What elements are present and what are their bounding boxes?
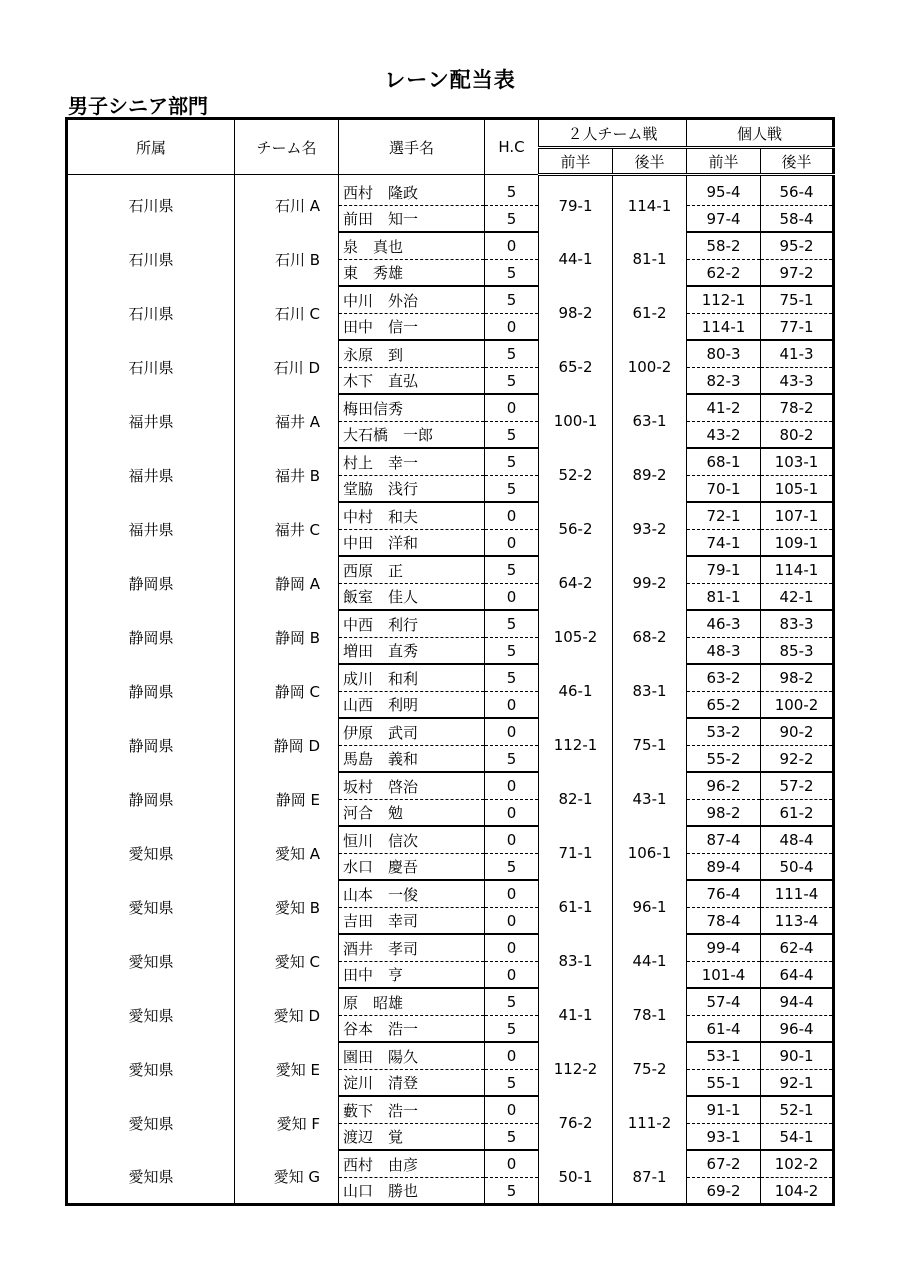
table-row xyxy=(67,1096,834,1124)
player-name-cell: 伊原 武司 xyxy=(339,718,485,746)
team-first-half-cell: 71-1 xyxy=(539,826,613,880)
player-name-cell: 田中 信一 xyxy=(339,314,485,341)
affiliation-cell: 福井県 xyxy=(67,502,235,556)
header-team-match: ２人チーム戦 xyxy=(539,119,687,148)
team-first-half-cell: 82-1 xyxy=(539,772,613,826)
team-second-half-cell: 106-1 xyxy=(613,826,687,880)
individual-first-half-cell: 55-1 xyxy=(687,1070,761,1097)
hc-cell: 0 xyxy=(485,502,539,530)
individual-first-half-cell: 91-1 xyxy=(687,1096,761,1124)
hc-cell: 0 xyxy=(485,1150,539,1178)
affiliation-cell: 愛知県 xyxy=(67,988,235,1042)
section-title: 男子シニア部門 xyxy=(68,94,208,118)
player-name-cell: 西村 由彦 xyxy=(339,1150,485,1178)
individual-second-half-cell: 83-3 xyxy=(761,610,834,638)
individual-second-half-cell: 50-4 xyxy=(761,854,834,881)
individual-second-half-cell: 113-4 xyxy=(761,908,834,935)
hc-cell: 0 xyxy=(485,934,539,962)
table-row xyxy=(67,880,834,908)
team-second-half-cell: 81-1 xyxy=(613,232,687,286)
player-name-cell: 村上 幸一 xyxy=(339,448,485,476)
team-second-half-cell: 75-2 xyxy=(613,1042,687,1096)
team-name-cell: 静岡 C xyxy=(235,664,339,718)
affiliation-cell: 福井県 xyxy=(67,394,235,448)
hc-cell: 5 xyxy=(485,664,539,692)
affiliation-cell: 愛知県 xyxy=(67,1096,235,1150)
player-name-cell: 永原 到 xyxy=(339,340,485,368)
hc-cell: 5 xyxy=(485,746,539,773)
individual-second-half-cell: 77-1 xyxy=(761,314,834,341)
individual-first-half-cell: 65-2 xyxy=(687,692,761,719)
hc-cell: 5 xyxy=(485,260,539,287)
hc-cell: 5 xyxy=(485,610,539,638)
hc-cell: 5 xyxy=(485,448,539,476)
individual-first-half-cell: 74-1 xyxy=(687,530,761,557)
header-hc: H.C xyxy=(485,119,539,175)
individual-second-half-cell: 75-1 xyxy=(761,286,834,314)
team-first-half-cell: 46-1 xyxy=(539,664,613,718)
team-second-half-cell: 100-2 xyxy=(613,340,687,394)
individual-first-half-cell: 101-4 xyxy=(687,962,761,989)
hc-cell: 5 xyxy=(485,206,539,233)
affiliation-cell: 石川県 xyxy=(67,340,235,394)
player-name-cell: 谷本 浩一 xyxy=(339,1016,485,1043)
team-first-half-cell: 76-2 xyxy=(539,1096,613,1150)
individual-first-half-cell: 43-2 xyxy=(687,422,761,449)
individual-second-half-cell: 58-4 xyxy=(761,206,834,233)
individual-second-half-cell: 95-2 xyxy=(761,232,834,260)
affiliation-cell: 石川県 xyxy=(67,286,235,340)
individual-second-half-cell: 62-4 xyxy=(761,934,834,962)
individual-first-half-cell: 55-2 xyxy=(687,746,761,773)
individual-second-half-cell: 98-2 xyxy=(761,664,834,692)
table-row xyxy=(67,286,834,314)
team-name-cell: 愛知 C xyxy=(235,934,339,988)
team-name-cell: 石川 B xyxy=(235,232,339,286)
team-name-cell: 福井 B xyxy=(235,448,339,502)
player-name-cell: 水口 慶吾 xyxy=(339,854,485,881)
player-name-cell: 原 昭雄 xyxy=(339,988,485,1016)
individual-first-half-cell: 58-2 xyxy=(687,232,761,260)
player-name-cell: 中田 洋和 xyxy=(339,530,485,557)
individual-second-half-cell: 94-4 xyxy=(761,988,834,1016)
team-name-cell: 愛知 E xyxy=(235,1042,339,1096)
affiliation-cell: 愛知県 xyxy=(67,826,235,880)
individual-second-half-cell: 56-4 xyxy=(761,179,834,206)
individual-second-half-cell: 90-2 xyxy=(761,718,834,746)
player-name-cell: 前田 知一 xyxy=(339,206,485,233)
team-first-half-cell: 105-2 xyxy=(539,610,613,664)
player-name-cell: 山本 一俊 xyxy=(339,880,485,908)
individual-first-half-cell: 62-2 xyxy=(687,260,761,287)
table-row xyxy=(67,772,834,800)
player-name-cell: 大石橋 一郎 xyxy=(339,422,485,449)
player-name-cell: 梅田信秀 xyxy=(339,394,485,422)
individual-second-half-cell: 103-1 xyxy=(761,448,834,476)
player-name-cell: 坂村 啓治 xyxy=(339,772,485,800)
individual-first-half-cell: 78-4 xyxy=(687,908,761,935)
affiliation-cell: 静岡県 xyxy=(67,718,235,772)
player-name-cell: 吉田 幸司 xyxy=(339,908,485,935)
individual-first-half-cell: 89-4 xyxy=(687,854,761,881)
team-first-half-cell: 56-2 xyxy=(539,502,613,556)
player-name-cell: 成川 和利 xyxy=(339,664,485,692)
individual-first-half-cell: 70-1 xyxy=(687,476,761,503)
hc-cell: 0 xyxy=(485,584,539,611)
player-name-cell: 堂脇 浅行 xyxy=(339,476,485,503)
header-team-second-half: 後半 xyxy=(613,148,687,175)
table-row xyxy=(67,1150,834,1178)
individual-first-half-cell: 76-4 xyxy=(687,880,761,908)
player-name-cell: 増田 直秀 xyxy=(339,638,485,665)
team-name-cell: 石川 A xyxy=(235,179,339,232)
player-name-cell: 中川 外治 xyxy=(339,286,485,314)
table-row xyxy=(67,502,834,530)
hc-cell: 5 xyxy=(485,556,539,584)
player-name-cell: 木下 直弘 xyxy=(339,368,485,395)
individual-first-half-cell: 114-1 xyxy=(687,314,761,341)
header-individual-first-half: 前半 xyxy=(687,148,761,175)
affiliation-cell: 静岡県 xyxy=(67,610,235,664)
team-name-cell: 静岡 D xyxy=(235,718,339,772)
hc-cell: 0 xyxy=(485,908,539,935)
individual-first-half-cell: 41-2 xyxy=(687,394,761,422)
individual-first-half-cell: 46-3 xyxy=(687,610,761,638)
individual-second-half-cell: 57-2 xyxy=(761,772,834,800)
player-name-cell: 東 秀雄 xyxy=(339,260,485,287)
individual-second-half-cell: 48-4 xyxy=(761,826,834,854)
table-row xyxy=(67,340,834,368)
team-first-half-cell: 64-2 xyxy=(539,556,613,610)
hc-cell: 5 xyxy=(485,988,539,1016)
hc-cell: 5 xyxy=(485,476,539,503)
team-second-half-cell: 93-2 xyxy=(613,502,687,556)
player-name-cell: 馬島 義和 xyxy=(339,746,485,773)
individual-first-half-cell: 97-4 xyxy=(687,206,761,233)
individual-second-half-cell: 102-2 xyxy=(761,1150,834,1178)
table-row xyxy=(67,664,834,692)
player-name-cell: 山口 勝也 xyxy=(339,1178,485,1205)
individual-first-half-cell: 67-2 xyxy=(687,1150,761,1178)
individual-second-half-cell: 80-2 xyxy=(761,422,834,449)
player-name-cell: 河合 勉 xyxy=(339,800,485,827)
hc-cell: 0 xyxy=(485,1096,539,1124)
individual-first-half-cell: 93-1 xyxy=(687,1124,761,1151)
table-body xyxy=(67,175,834,1205)
hc-cell: 5 xyxy=(485,854,539,881)
table-row xyxy=(67,934,834,962)
page-title: レーン配当表 xyxy=(384,68,516,92)
team-first-half-cell: 52-2 xyxy=(539,448,613,502)
hc-cell: 5 xyxy=(485,340,539,368)
individual-first-half-cell: 99-4 xyxy=(687,934,761,962)
team-second-half-cell: 87-1 xyxy=(613,1150,687,1205)
hc-cell: 0 xyxy=(485,826,539,854)
team-first-half-cell: 100-1 xyxy=(539,394,613,448)
hc-cell: 0 xyxy=(485,1042,539,1070)
individual-first-half-cell: 82-3 xyxy=(687,368,761,395)
player-name-cell: 田中 亨 xyxy=(339,962,485,989)
team-name-cell: 愛知 G xyxy=(235,1150,339,1205)
hc-cell: 5 xyxy=(485,1124,539,1151)
individual-second-half-cell: 90-1 xyxy=(761,1042,834,1070)
team-second-half-cell: 61-2 xyxy=(613,286,687,340)
individual-second-half-cell: 100-2 xyxy=(761,692,834,719)
player-name-cell: 西村 隆政 xyxy=(339,179,485,206)
individual-second-half-cell: 107-1 xyxy=(761,502,834,530)
individual-second-half-cell: 97-2 xyxy=(761,260,834,287)
affiliation-cell: 石川県 xyxy=(67,179,235,232)
team-second-half-cell: 63-1 xyxy=(613,394,687,448)
affiliation-cell: 愛知県 xyxy=(67,934,235,988)
player-name-cell: 中西 利行 xyxy=(339,610,485,638)
player-name-cell: 中村 和夫 xyxy=(339,502,485,530)
individual-first-half-cell: 69-2 xyxy=(687,1178,761,1205)
individual-second-half-cell: 109-1 xyxy=(761,530,834,557)
hc-cell: 0 xyxy=(485,962,539,989)
team-second-half-cell: 99-2 xyxy=(613,556,687,610)
lane-assignment-table xyxy=(65,117,835,1206)
individual-second-half-cell: 96-4 xyxy=(761,1016,834,1043)
hc-cell: 0 xyxy=(485,232,539,260)
table-row xyxy=(67,232,834,260)
team-first-half-cell: 98-2 xyxy=(539,286,613,340)
hc-cell: 0 xyxy=(485,772,539,800)
header-team-first-half: 前半 xyxy=(539,148,613,175)
table-row xyxy=(67,826,834,854)
individual-first-half-cell: 57-4 xyxy=(687,988,761,1016)
player-name-cell: 渡辺 覚 xyxy=(339,1124,485,1151)
hc-cell: 5 xyxy=(485,368,539,395)
header-team-name: チーム名 xyxy=(235,119,339,175)
hc-cell: 5 xyxy=(485,422,539,449)
table-row xyxy=(67,179,834,206)
team-name-cell: 石川 D xyxy=(235,340,339,394)
hc-cell: 0 xyxy=(485,800,539,827)
team-name-cell: 静岡 E xyxy=(235,772,339,826)
individual-second-half-cell: 64-4 xyxy=(761,962,834,989)
individual-first-half-cell: 80-3 xyxy=(687,340,761,368)
header-individual: 個人戦 xyxy=(687,119,834,148)
player-name-cell: 西原 正 xyxy=(339,556,485,584)
individual-second-half-cell: 85-3 xyxy=(761,638,834,665)
hc-cell: 0 xyxy=(485,394,539,422)
individual-second-half-cell: 43-3 xyxy=(761,368,834,395)
individual-second-half-cell: 92-1 xyxy=(761,1070,834,1097)
team-first-half-cell: 44-1 xyxy=(539,232,613,286)
team-second-half-cell: 78-1 xyxy=(613,988,687,1042)
team-first-half-cell: 65-2 xyxy=(539,340,613,394)
team-second-half-cell: 68-2 xyxy=(613,610,687,664)
affiliation-cell: 愛知県 xyxy=(67,1042,235,1096)
hc-cell: 5 xyxy=(485,1070,539,1097)
player-name-cell: 藪下 浩一 xyxy=(339,1096,485,1124)
team-second-half-cell: 96-1 xyxy=(613,880,687,934)
player-name-cell: 淀川 清登 xyxy=(339,1070,485,1097)
team-first-half-cell: 112-2 xyxy=(539,1042,613,1096)
team-first-half-cell: 83-1 xyxy=(539,934,613,988)
individual-first-half-cell: 72-1 xyxy=(687,502,761,530)
hc-cell: 0 xyxy=(485,880,539,908)
affiliation-cell: 静岡県 xyxy=(67,772,235,826)
team-name-cell: 愛知 F xyxy=(235,1096,339,1150)
table-row xyxy=(67,610,834,638)
individual-second-half-cell: 52-1 xyxy=(761,1096,834,1124)
individual-second-half-cell: 104-2 xyxy=(761,1178,834,1205)
team-name-cell: 石川 C xyxy=(235,286,339,340)
hc-cell: 5 xyxy=(485,286,539,314)
individual-second-half-cell: 114-1 xyxy=(761,556,834,584)
affiliation-cell: 静岡県 xyxy=(67,556,235,610)
table-row xyxy=(67,1042,834,1070)
affiliation-cell: 愛知県 xyxy=(67,880,235,934)
table-row xyxy=(67,718,834,746)
team-first-half-cell: 112-1 xyxy=(539,718,613,772)
team-second-half-cell: 43-1 xyxy=(613,772,687,826)
individual-second-half-cell: 105-1 xyxy=(761,476,834,503)
player-name-cell: 園田 陽久 xyxy=(339,1042,485,1070)
individual-first-half-cell: 68-1 xyxy=(687,448,761,476)
individual-second-half-cell: 41-3 xyxy=(761,340,834,368)
individual-second-half-cell: 92-2 xyxy=(761,746,834,773)
table-row xyxy=(67,394,834,422)
individual-first-half-cell: 53-2 xyxy=(687,718,761,746)
individual-first-half-cell: 96-2 xyxy=(687,772,761,800)
hc-cell: 0 xyxy=(485,718,539,746)
affiliation-cell: 福井県 xyxy=(67,448,235,502)
header-individual-second-half: 後半 xyxy=(761,148,834,175)
individual-second-half-cell: 78-2 xyxy=(761,394,834,422)
team-second-half-cell: 44-1 xyxy=(613,934,687,988)
team-name-cell: 静岡 B xyxy=(235,610,339,664)
hc-cell: 0 xyxy=(485,692,539,719)
individual-second-half-cell: 111-4 xyxy=(761,880,834,908)
table-row xyxy=(67,988,834,1016)
affiliation-cell: 愛知県 xyxy=(67,1150,235,1205)
player-name-cell: 山西 利明 xyxy=(339,692,485,719)
table-row xyxy=(67,448,834,476)
hc-cell: 0 xyxy=(485,530,539,557)
player-name-cell: 恒川 信次 xyxy=(339,826,485,854)
individual-first-half-cell: 63-2 xyxy=(687,664,761,692)
team-name-cell: 福井 A xyxy=(235,394,339,448)
individual-first-half-cell: 61-4 xyxy=(687,1016,761,1043)
header-affiliation: 所属 xyxy=(67,119,235,175)
table-row xyxy=(67,556,834,584)
hc-cell: 0 xyxy=(485,314,539,341)
hc-cell: 5 xyxy=(485,1016,539,1043)
team-name-cell: 静岡 A xyxy=(235,556,339,610)
individual-first-half-cell: 87-4 xyxy=(687,826,761,854)
hc-cell: 5 xyxy=(485,1178,539,1205)
individual-first-half-cell: 98-2 xyxy=(687,800,761,827)
team-name-cell: 愛知 A xyxy=(235,826,339,880)
player-name-cell: 酒井 孝司 xyxy=(339,934,485,962)
team-second-half-cell: 114-1 xyxy=(613,179,687,232)
team-second-half-cell: 89-2 xyxy=(613,448,687,502)
hc-cell: 5 xyxy=(485,638,539,665)
individual-first-half-cell: 53-1 xyxy=(687,1042,761,1070)
individual-second-half-cell: 54-1 xyxy=(761,1124,834,1151)
individual-second-half-cell: 42-1 xyxy=(761,584,834,611)
hc-cell: 5 xyxy=(485,179,539,206)
team-second-half-cell: 83-1 xyxy=(613,664,687,718)
individual-first-half-cell: 48-3 xyxy=(687,638,761,665)
individual-first-half-cell: 112-1 xyxy=(687,286,761,314)
affiliation-cell: 石川県 xyxy=(67,232,235,286)
team-name-cell: 愛知 D xyxy=(235,988,339,1042)
player-name-cell: 飯室 佳人 xyxy=(339,584,485,611)
team-first-half-cell: 61-1 xyxy=(539,880,613,934)
individual-first-half-cell: 81-1 xyxy=(687,584,761,611)
individual-second-half-cell: 61-2 xyxy=(761,800,834,827)
affiliation-cell: 静岡県 xyxy=(67,664,235,718)
team-name-cell: 愛知 B xyxy=(235,880,339,934)
team-first-half-cell: 41-1 xyxy=(539,988,613,1042)
player-name-cell: 泉 真也 xyxy=(339,232,485,260)
team-first-half-cell: 79-1 xyxy=(539,179,613,232)
team-name-cell: 福井 C xyxy=(235,502,339,556)
individual-first-half-cell: 79-1 xyxy=(687,556,761,584)
team-second-half-cell: 111-2 xyxy=(613,1096,687,1150)
team-first-half-cell: 50-1 xyxy=(539,1150,613,1205)
header-player-name: 選手名 xyxy=(339,119,485,175)
individual-first-half-cell: 95-4 xyxy=(687,179,761,206)
team-second-half-cell: 75-1 xyxy=(613,718,687,772)
